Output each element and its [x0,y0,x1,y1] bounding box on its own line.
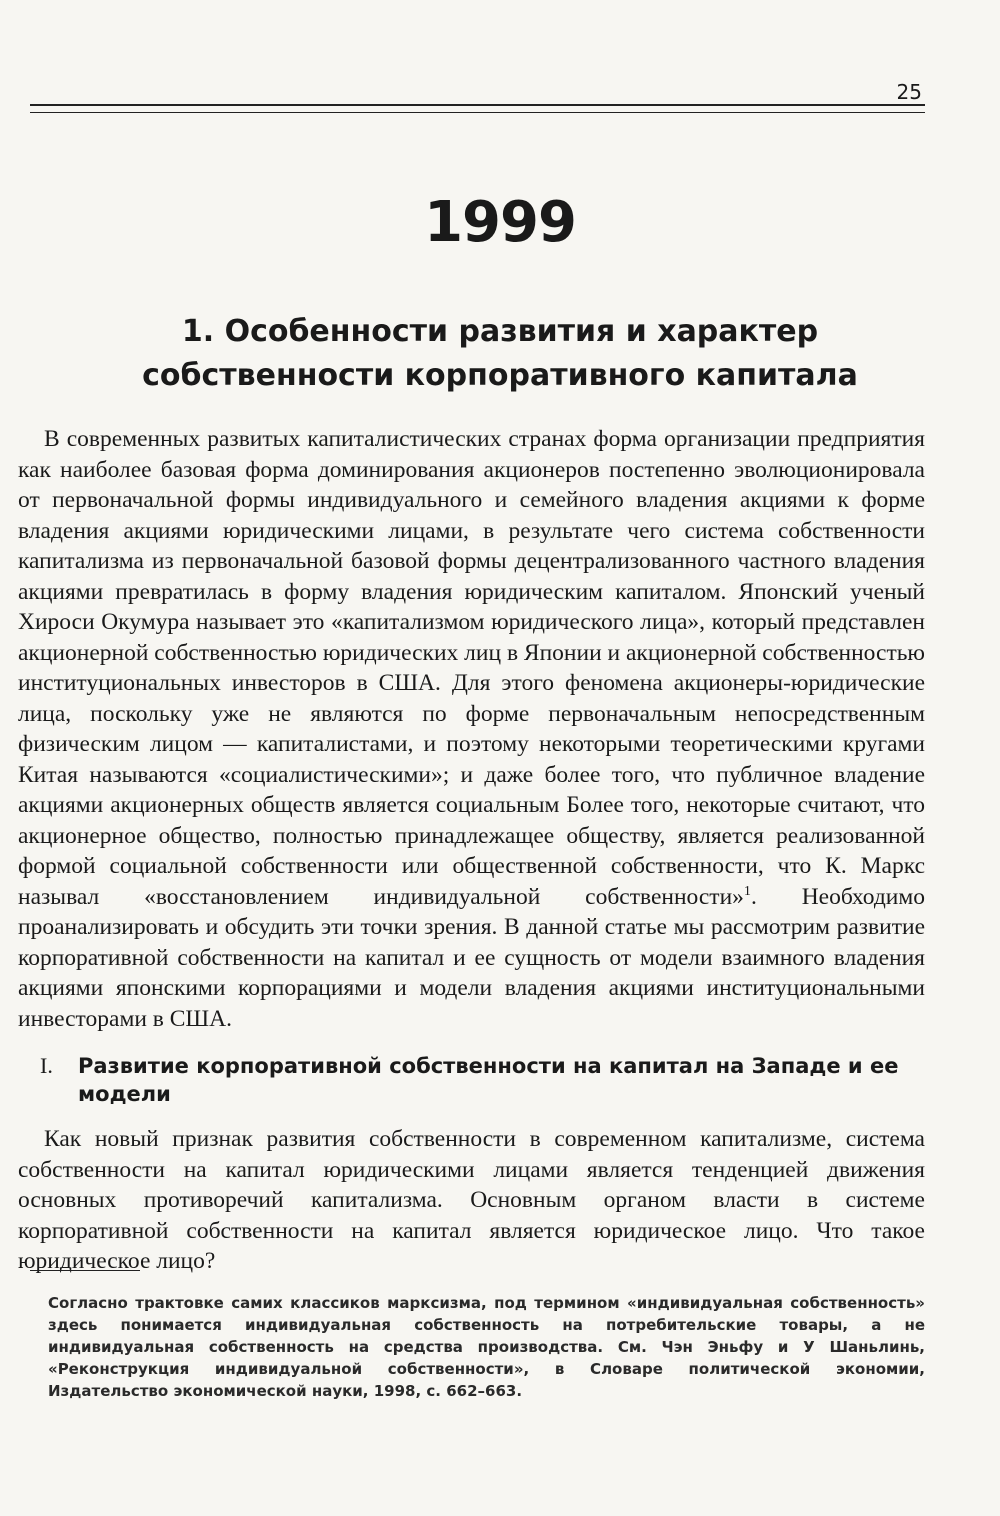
section-heading [40,1052,900,1108]
footnote-reference: 1 [743,882,751,899]
body-paragraph [18,424,925,1034]
footnote-divider [30,1270,140,1271]
header-rule [30,104,925,106]
page-number: 25 [896,80,922,104]
section-title: Развитие корпоративной собственности на капитал на Западе и ее модели [78,1054,899,1106]
body-paragraph: Как новый признак развития собственности в современном капитализме, система собственности на капитал юридическими лицами является тенденцией движения основных противоречий капитализма. Основным органом власти в системе корпоративной собственности на капитал является юридическое лицо. Что такое юридическое лицо? [18,1126,925,1274]
header-rule-thin [30,112,925,113]
section-numeral: I. [40,1053,53,1078]
year-heading: 1999 [424,190,576,255]
chapter-title: 1. Особенности развития и характер собственности корпоративного капитала [142,314,858,393]
footnote: Согласно трактовке самих классиков марксизма, под термином «индивидуальная собственность» здесь понимается индивидуальная собственность на потребительские товары, а не индивидуальная собственность на средства производства. См. Чэн Эньфу и У Шаньлинь, «Реконструкция индивидуальной собственности», в Словаре политической экономии, Издательство экономической науки, 1998, с. 662–663. [48,1294,925,1400]
paragraph-text-continued: . Необходимо проанализировать и обсудить эти точки зрения. В данной статье мы рассмотрим развитие корпоративной собственности на капитал и ее сущность от модели взаимного владения акциями японскими корпорациями и модели владения акциями институциональными инвесторами в США. [18,883,925,1032]
paragraph-text: В современных развитых капиталистических странах форма организации предприятия как наиболее базовая форма доминирования акционеров постепенно эволюционировала от первоначальной формы индивидуального и семейного владения акциями к форме владения акциями юридическими лицами, в результате чего система собственности капитализма из первоначальной базовой формы децентрализованного частного владения акциями превратилась в форму владения юридическим капиталом. Японский ученый Хироси Окумура называет это «капитализмом юридического лица», который представлен акционерной собственностью юридических лиц в Японии и акционерной собственностью институциональных инвесторов в США. Для этого феномена акционеры-юридические лица, поскольку уже не являются по форме первоначальным непосредственным физическим лицом — капиталистами, и поэтому некоторыми теоретическими кругами Китая называются «социалистическими»; и даже более того, что публичное владение акциями акционерных обществ является социальным Более того, некоторые считают, что акционерное общество, полностью принадлежащее обществу, является реализованной формой социальной собственности или общественной собственности, что К. Маркс называл «восстановлением индивидуальной собственности» [18,426,925,910]
